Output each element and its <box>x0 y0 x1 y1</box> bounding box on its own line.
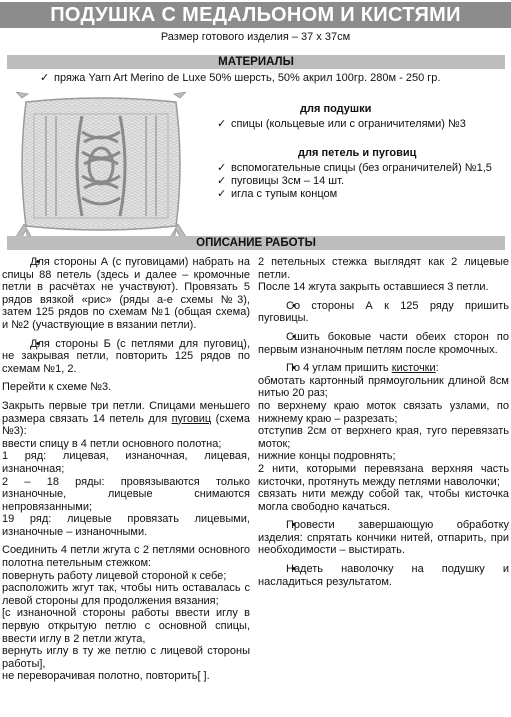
for-pillow-item: ✓ спицы (кольцевые или с ограничителями) №3 <box>217 118 466 130</box>
yarn-line <box>40 72 440 85</box>
title-bar <box>0 2 511 28</box>
right-column <box>258 256 509 594</box>
paragraph: Закрыть первые три петли. Спицами меньшего размера связать 14 петель для пуговиц (схема №3): <box>2 399 250 438</box>
step-line: [с изнаночной стороны работы ввести иглу в первую открытую петлю с основной спицы, ввести иглу в 2 петли жгута, <box>2 607 250 645</box>
step-line: отступив 2см от верхнего края, туго перевязать моток; <box>258 425 509 450</box>
check-icon: ✓ <box>217 175 227 187</box>
page-title: ПОДУШКА С МЕДАЛЬОНОМ И КИСТЯМИ <box>50 3 461 26</box>
for-pillow-heading: для подушки <box>300 103 372 115</box>
check-icon: ✓ <box>217 188 227 200</box>
size-subtitle: Размер готового изделия – 37 х 37см <box>160 31 351 43</box>
yarn-text: пряжа Yarn Art Merino de Luxe 50% шерсть, 50% акрил 100гр. 280м - 250 гр. <box>54 72 441 84</box>
check-icon: ✓ <box>40 72 50 84</box>
description-heading: ОПИСАНИЕ РАБОТЫ <box>7 236 505 250</box>
step-line: обмотать картонный прямоугольник длиной 8см нитью 20 раз; <box>258 374 509 400</box>
paragraph: Соединить 4 петли жгута с 2 петлями основного полотна петельным стежком: <box>2 544 250 570</box>
paragraph: • Со стороны А к 125 ряду пришить пуговицы. <box>258 300 509 325</box>
step-line: 19 ряд: лицевые провязать лицевыми, изнаночные – изнаночными. <box>2 513 250 538</box>
step-line: связать нити между собой так, чтобы кисточка могла свободно качаться. <box>258 488 509 513</box>
paragraph: • Для стороны Б (с петлями для пуговиц), не закрывая петли, повторить 125 рядов по схемам №1, 2. <box>2 338 250 376</box>
underlined-term: кисточки <box>391 362 436 375</box>
step-line: вернуть иглу в ту же петлю с лицевой стороны работы], <box>2 645 250 670</box>
paragraph: • Провести завершающую обработку изделия: спрятать кончики нитей, отпарить, при необходимости – выстирать. <box>258 519 509 557</box>
paragraph: После 14 жгута закрыть оставшиеся 3 петли. <box>258 281 489 294</box>
for-loops-item: ✓ пуговицы 3см – 14 шт. <box>217 175 344 187</box>
step-line: 2 нити, которыми перевязана верхняя часть кисточки, протянуть между петлями наволочки; <box>258 462 509 488</box>
paragraph: • Надеть наволочку на подушку и насладиться результатом. <box>258 563 509 588</box>
step-line: не переворачивая полотно, повторить[ ]. <box>2 670 210 683</box>
paragraph: • Для стороны А (с пуговицами) набрать на спицы 88 петель (здесь и далее – кромочные петли в расчётах не участвуют). Провязать 5 рядов вязкой «рис» (ряды а-е схемы №3), затем 125 рядов по схемам №1 (общая схема) и №2 (участвующие в вязании петли). <box>2 256 250 332</box>
check-icon: ✓ <box>217 118 227 130</box>
step-line: 1 ряд: лицевая, изнаночная, лицевая, изнаночная; <box>2 450 250 475</box>
step-line: ввести спицу в 4 петли основного полотна; <box>2 437 222 450</box>
paragraph: • Сшить боковые части обеих сторон по первым изнаночным петлям после кромочных. <box>258 331 509 356</box>
materials-heading: МАТЕРИАЛЫ <box>7 55 505 69</box>
step-line: расположить жгут так, чтобы нить оставалась с левой стороны для продолжения вязания; <box>2 582 250 607</box>
paragraph: • По 4 углам пришить кисточки: <box>258 362 509 375</box>
step-line: повернуть работу лицевой стороной к себе; <box>2 569 227 582</box>
step-line: по верхнему краю моток связать узлами, по нижнему краю – разрезать; <box>258 399 509 425</box>
pillow-image <box>12 92 190 240</box>
for-loops-item: ✓ игла с тупым концом <box>217 188 338 200</box>
step-line: нижние концы подровнять; <box>258 450 396 463</box>
underlined-term: пуговиц <box>171 412 212 425</box>
for-loops-heading: для петель и пуговиц <box>298 147 417 159</box>
for-loops-item: ✓ вспомогательные спицы (без ограничителей) №1,5 <box>217 162 492 174</box>
step-line: 2 – 18 ряды: провязываются только изнаночные, лицевые снимаются непровязанными; <box>2 475 250 513</box>
left-column <box>2 256 250 683</box>
paragraph: 2 петельных стежка выглядят как 2 лицевые петли. <box>258 256 509 281</box>
paragraph: Перейти к схеме №3. <box>2 381 112 394</box>
check-icon: ✓ <box>217 162 227 174</box>
